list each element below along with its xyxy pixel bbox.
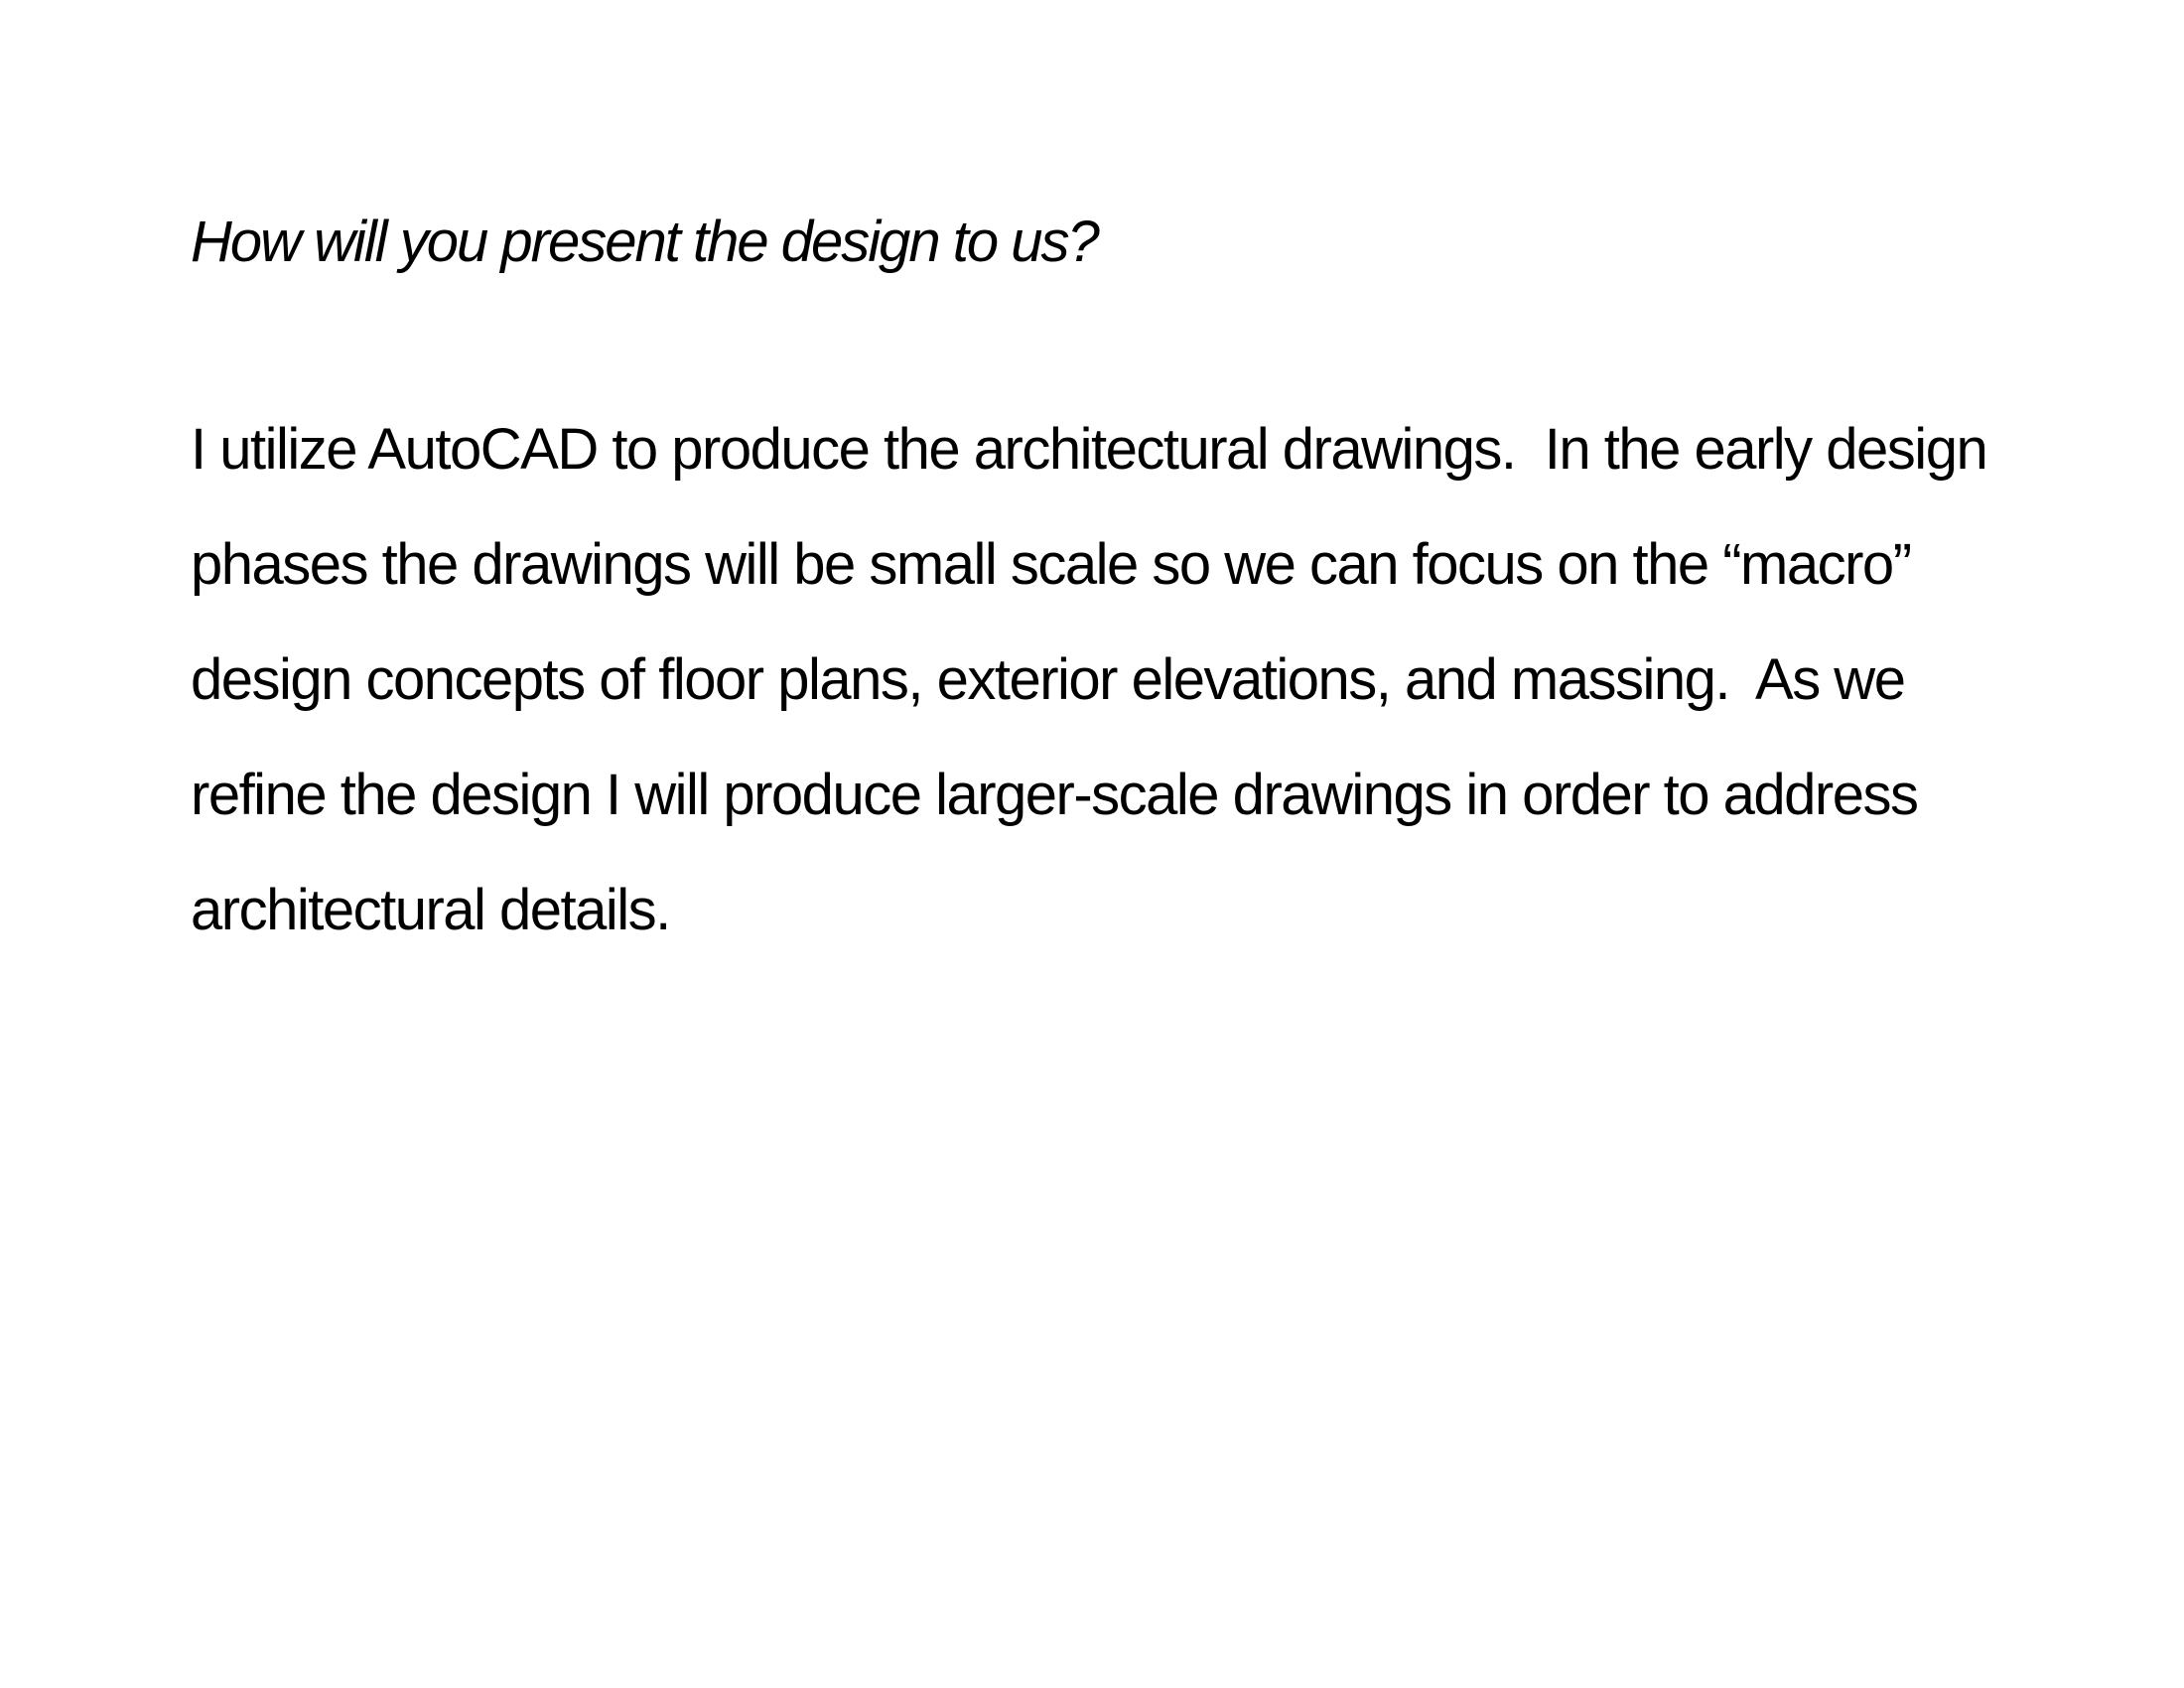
answer-line: design concepts of floor plans, exterior elevations, and massing. As we — [191, 647, 1905, 712]
answer-line: refine the design I will produce larger-scale drawings in order to address — [191, 763, 1918, 827]
answer-line: phases the drawings will be small scale so we can focus on the “macro” — [191, 532, 1911, 597]
question-heading: How will you present the design to us? — [191, 210, 1098, 274]
answer-paragraph — [191, 392, 1986, 968]
answer-line: I utilize AutoCAD to produce the architectural drawings. In the early design — [191, 417, 1987, 482]
answer-line: architectural details. — [191, 878, 670, 942]
